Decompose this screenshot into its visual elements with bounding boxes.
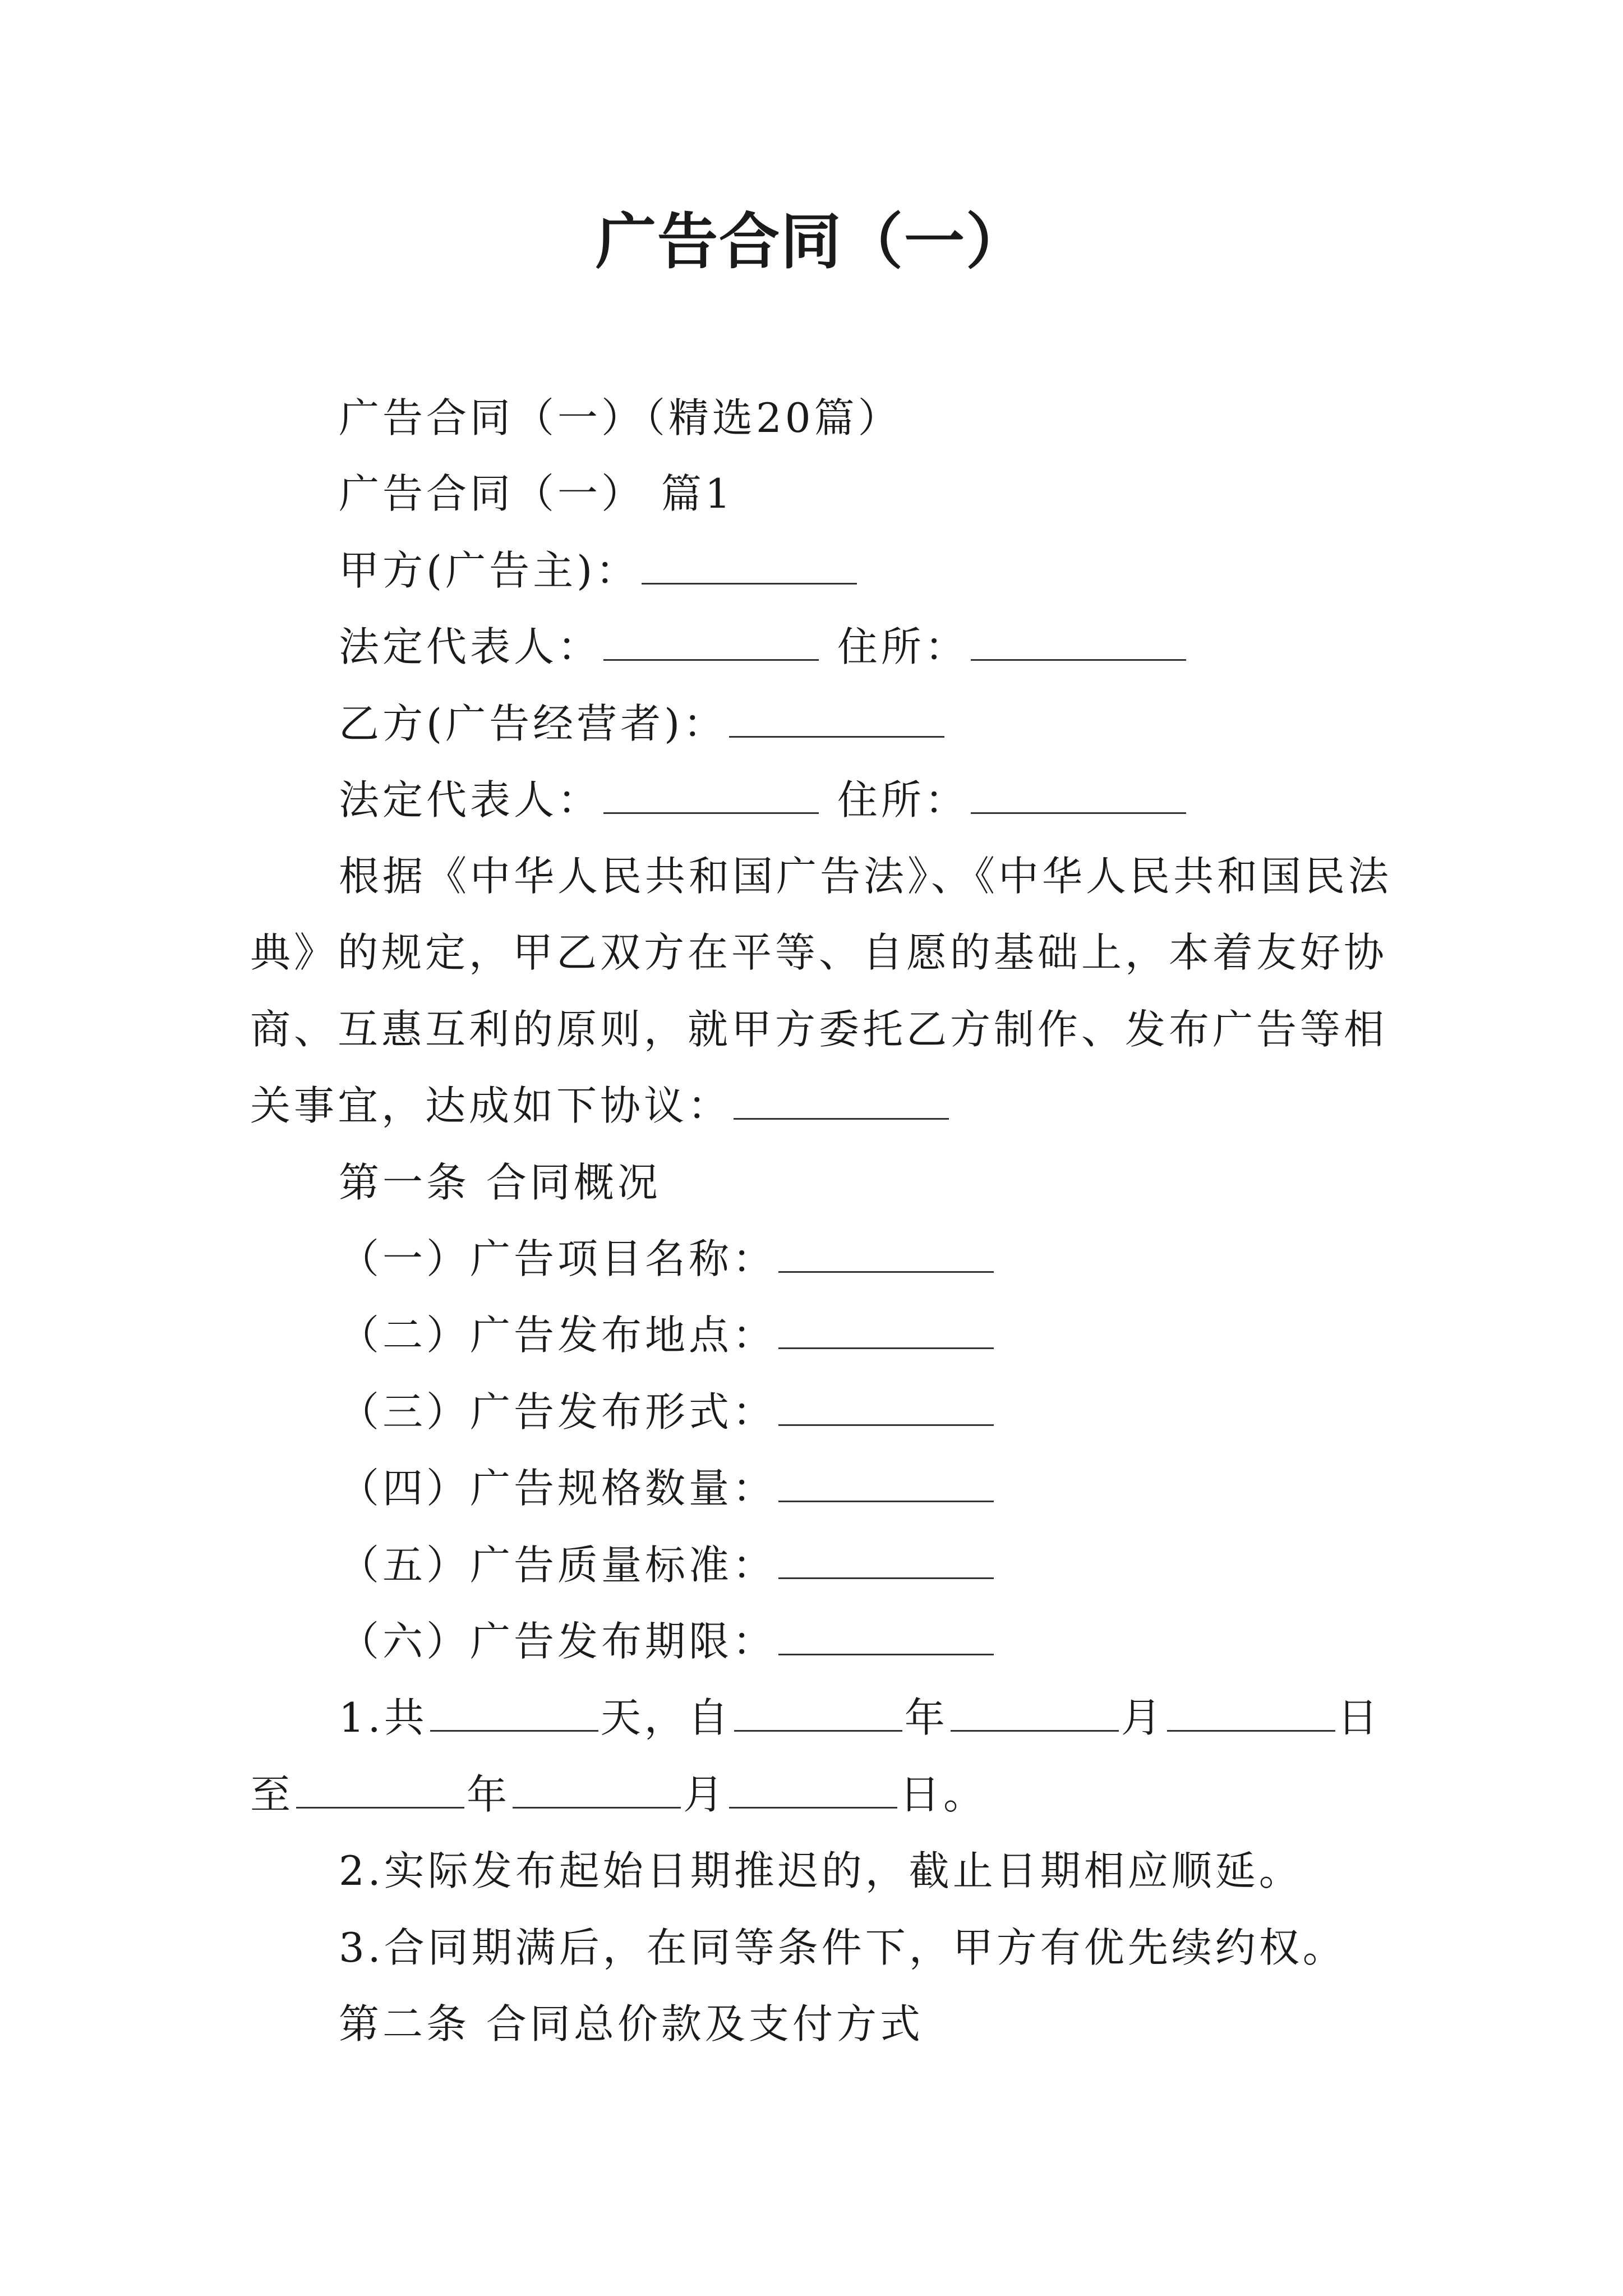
end-day-blank[interactable] [729, 1768, 897, 1809]
paragraph-line: 商、互惠互利的原则，就甲方委托乙方制作、发布广告等相 [250, 1006, 1388, 1053]
clause-line: 3.合同期满后，在同等条件下，甲方有优先续约权。 [339, 1924, 1347, 1971]
days-blank[interactable] [430, 1691, 598, 1732]
party-a-line: 甲方(广告主)： [339, 542, 859, 599]
paragraph-line: 关事宜，达成如下协议： [250, 1078, 951, 1134]
document-title: 广告合同（一） [595, 207, 1027, 277]
item-blank[interactable] [778, 1232, 994, 1273]
item-blank[interactable] [778, 1308, 994, 1349]
item-line: （四）广告规格数量： [339, 1460, 996, 1516]
start-day-blank[interactable] [1167, 1691, 1335, 1732]
item-line: （六）广告发布期限： [339, 1613, 996, 1669]
paragraph-line: 典》的规定，甲乙双方在平等、自愿的基础上，本着友好协 [250, 929, 1388, 976]
party-b-line: 乙方(广告经营者)： [339, 696, 947, 752]
end-year-blank[interactable] [296, 1768, 464, 1809]
party-b-rep-blank[interactable] [603, 773, 819, 814]
item-blank[interactable] [778, 1385, 994, 1426]
start-month-blank[interactable] [951, 1691, 1119, 1732]
party-a-blank[interactable] [642, 544, 857, 585]
item-blank[interactable] [778, 1614, 994, 1655]
article-heading: 第二条 合同总价款及支付方式 [339, 2000, 924, 2047]
subtitle-line: 广告合同（一）（精选20篇） [339, 394, 902, 441]
party-a-address-blank[interactable] [971, 620, 1186, 661]
date-range-line: 至 年 月 日。 [250, 1766, 987, 1823]
item-line: （三）广告发布形式： [339, 1384, 996, 1440]
party-b-address-blank[interactable] [971, 773, 1186, 814]
article-heading: 第一条 合同概况 [339, 1159, 661, 1206]
item-blank[interactable] [778, 1538, 994, 1579]
date-range-line: 1.共 天，自 年 月 日 [339, 1690, 1381, 1746]
party-a-rep-blank[interactable] [603, 620, 819, 661]
party-b-blank[interactable] [729, 697, 944, 738]
item-line: （二）广告发布地点： [339, 1307, 996, 1363]
party-a-rep-line: 法定代表人： 住所： [339, 619, 1188, 675]
item-line: （一）广告项目名称： [339, 1231, 996, 1287]
start-year-blank[interactable] [734, 1691, 902, 1732]
paragraph-line: 根据《中华人民共和国广告法》、《中华人民共和国民法 [339, 853, 1393, 900]
clause-line: 2.实际发布起始日期推迟的，截止日期相应顺延。 [339, 1847, 1303, 1894]
agreement-blank[interactable] [734, 1079, 949, 1120]
section-heading: 广告合同（一） 篇1 [339, 470, 734, 517]
end-month-blank[interactable] [513, 1768, 681, 1809]
item-line: （五）广告质量标准： [339, 1537, 996, 1593]
item-blank[interactable] [778, 1461, 994, 1502]
party-b-rep-line: 法定代表人： 住所： [339, 772, 1188, 828]
